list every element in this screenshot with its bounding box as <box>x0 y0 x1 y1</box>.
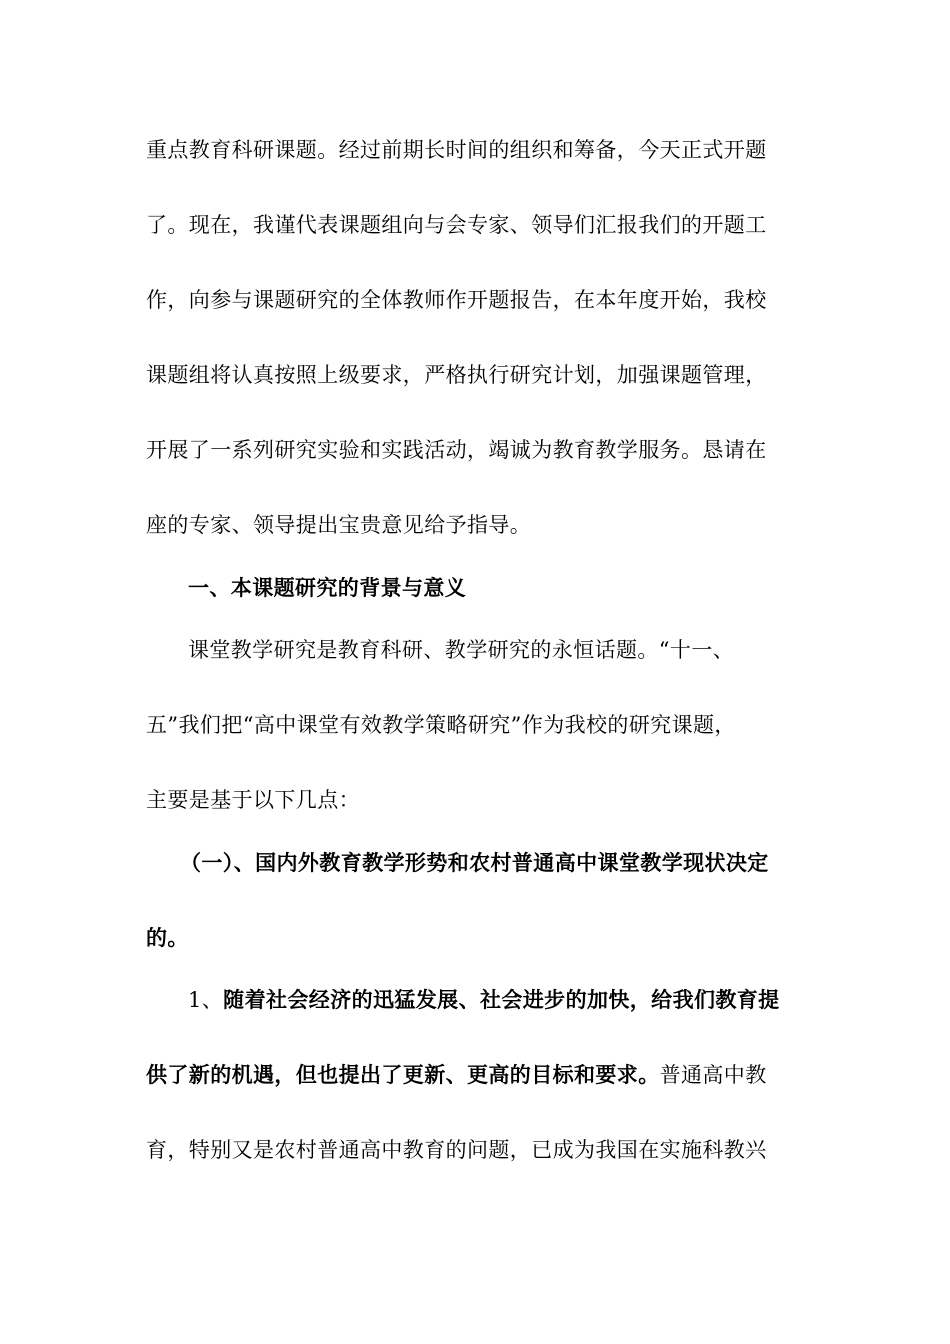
emphasis-text: 供了新的机遇，但也提出了更新、更高的目标和要求。 <box>146 1062 660 1087</box>
list-item-line <box>188 986 848 1014</box>
paragraph-line: 主要是基于以下几点： <box>146 788 360 812</box>
list-number: 1、 <box>188 988 224 1012</box>
subsection-heading: （一）、国内外教育教学形势和农村普通高中课堂教学现状决定 <box>180 850 769 875</box>
paragraph-line: 座的专家、领导提出宝贵意见给予指导。 <box>146 513 532 537</box>
paragraph-line: 开展了一系列研究实验和实践活动，竭诚为教育教学服务。恳请在 <box>146 438 767 462</box>
paragraph-line: 了。现在，我谨代表课题组向与会专家、领导们汇报我们的开题工 <box>146 213 767 237</box>
normal-text: 普通高中教 <box>659 1063 767 1087</box>
section-heading: 一、本课题研究的背景与意义 <box>188 575 467 600</box>
paragraph-line: 重点教育科研课题。经过前期长时间的组织和筹备，今天正式开题 <box>146 138 767 162</box>
paragraph-line: 育，特别又是农村普通高中教育的问题，已成为我国在实施科教兴 <box>146 1138 767 1162</box>
subsection-heading-continued: 的。 <box>146 925 189 950</box>
paragraph-line: 五”我们把“高中课堂有效教学策略研究”作为我校的研究课题， <box>146 713 736 737</box>
paragraph-line: 作，向参与课题研究的全体教师作开题报告，在本年度开始，我校 <box>146 288 767 312</box>
emphasis-text: 随着社会经济的迅猛发展、社会进步的加快，给我们教育提 <box>223 987 780 1012</box>
paragraph-line: 课题组将认真按照上级要求，严格执行研究计划，加强课题管理， <box>146 363 767 387</box>
paragraph-line <box>146 1061 806 1089</box>
paragraph-line: 课堂教学研究是教育科研、教学研究的永恒话题。“十一、 <box>188 638 735 662</box>
